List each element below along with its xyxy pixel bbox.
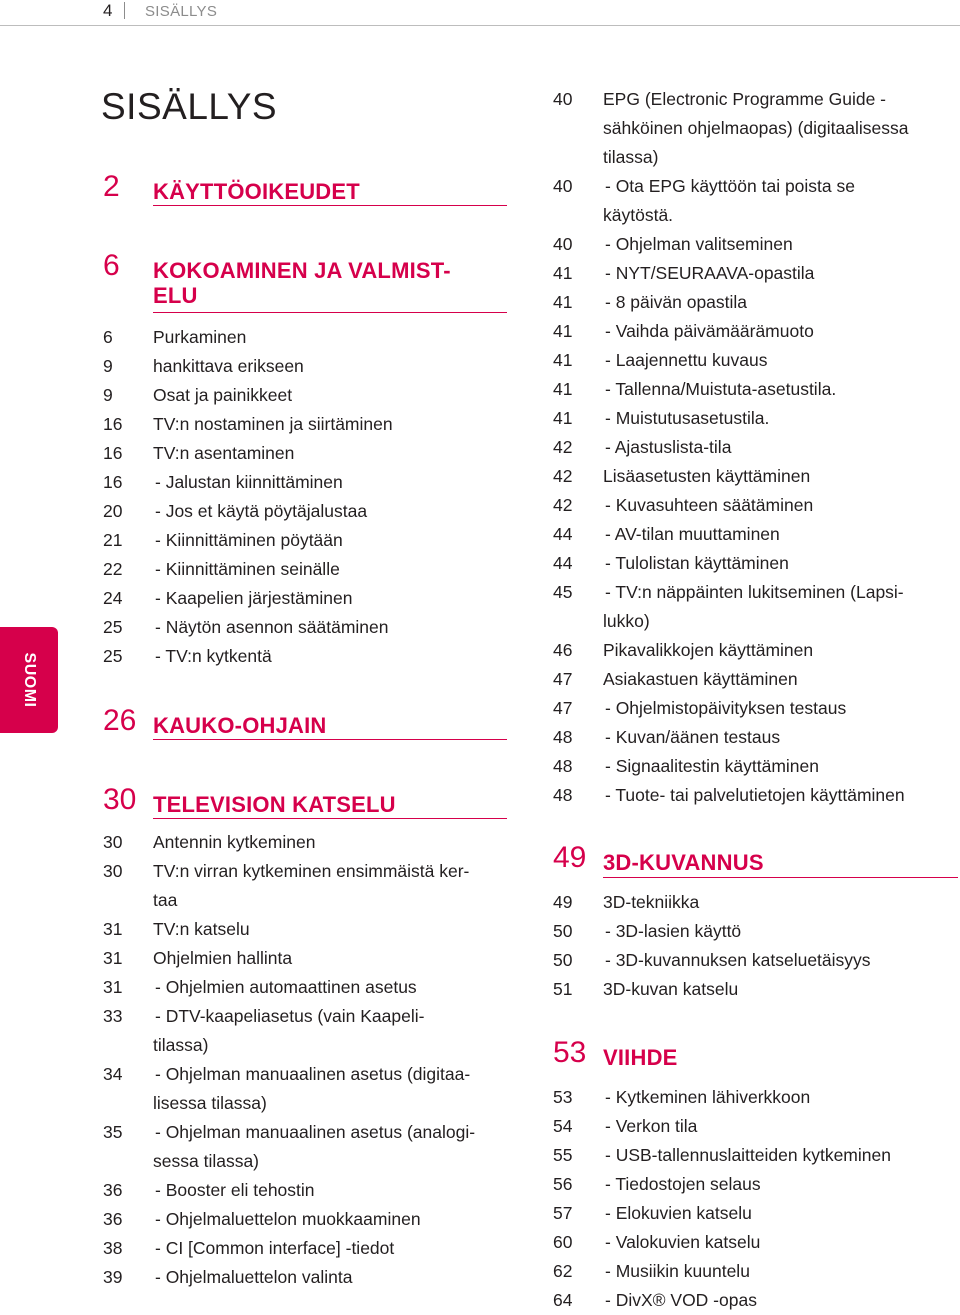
- toc-entry[interactable]: [553, 85, 958, 114]
- entry-text: TV:n nostaminen ja siirtäminen: [153, 414, 393, 434]
- toc-entry[interactable]: [553, 259, 958, 288]
- entry-text: - Ohjelman manuaalinen asetus (digitaa-: [155, 1064, 471, 1084]
- toc-section-viihde[interactable]: [553, 1038, 958, 1074]
- toc-entry[interactable]: [103, 381, 507, 410]
- entry-page-number: 33: [103, 1006, 123, 1026]
- toc-entry[interactable]: [553, 1170, 958, 1199]
- entry-page-number: 31: [103, 948, 123, 968]
- entry-page-number: 16: [103, 443, 123, 463]
- entry-page-number: 31: [103, 977, 123, 997]
- section-rule: [153, 818, 507, 819]
- entry-text: TV:n asentaminen: [153, 443, 295, 463]
- entry-text: - Kaapelien järjestäminen: [155, 588, 353, 608]
- entry-text: - 3D-kuvannuksen katseluetäisyys: [605, 950, 871, 970]
- entry-page-number: 34: [103, 1064, 123, 1084]
- toc-entry[interactable]: [553, 433, 958, 462]
- header-rule: [0, 25, 960, 26]
- entry-text: - Jalustan kiinnittäminen: [155, 472, 343, 492]
- entry-page-number: 41: [553, 321, 573, 341]
- entry-page-number: 64: [553, 1290, 573, 1310]
- toc-section-kauko-ohjain[interactable]: [103, 706, 507, 742]
- section-number: 26: [103, 704, 137, 737]
- entry-page-number: 40: [553, 234, 573, 254]
- entry-page-number: 47: [553, 669, 573, 689]
- toc-entry[interactable]: [103, 613, 507, 642]
- toc-entry[interactable]: [103, 555, 507, 584]
- toc-entry[interactable]: [553, 549, 958, 578]
- entry-page-number: 20: [103, 501, 123, 521]
- entry-page-number: 57: [553, 1203, 573, 1223]
- toc-entry[interactable]: [103, 352, 507, 381]
- entry-page-number: 60: [553, 1232, 573, 1252]
- entry-text: - CI [Common interface] -tiedot: [155, 1238, 395, 1258]
- entry-text: - Kuvan/äänen testaus: [605, 727, 781, 747]
- entry-text: Purkaminen: [153, 327, 247, 347]
- entry-page-number: 51: [553, 979, 573, 999]
- entry-page-number: 9: [103, 385, 113, 405]
- entry-page-number: 42: [553, 495, 573, 515]
- toc-entry[interactable]: [103, 642, 507, 671]
- toc-entry[interactable]: [103, 973, 507, 1002]
- entry-page-number: 21: [103, 530, 123, 550]
- entry-page-number: 36: [103, 1209, 123, 1229]
- entry-text: 3D-kuvan katselu: [603, 979, 739, 999]
- toc-entry[interactable]: [553, 1199, 958, 1228]
- toc-entry[interactable]: [553, 723, 958, 752]
- toc-entry[interactable]: [553, 172, 958, 201]
- entry-text: - Ohjelman manuaalinen asetus (analogi-: [155, 1122, 476, 1142]
- entry-page-number: 42: [553, 466, 573, 486]
- entry-text: Asiakastuen käyttäminen: [603, 669, 798, 689]
- entry-page-number: 41: [553, 350, 573, 370]
- section-number: 49: [553, 841, 587, 874]
- entry-page-number: 42: [553, 437, 573, 457]
- entry-text: - Valokuvien katselu: [605, 1232, 761, 1252]
- toc-entry[interactable]: [553, 1141, 958, 1170]
- entry-text: - Ajastuslista-tila: [605, 437, 732, 457]
- entry-page-number: 35: [103, 1122, 123, 1142]
- entry-page-number: 9: [103, 356, 113, 376]
- toc-entry[interactable]: [103, 1234, 507, 1263]
- toc-entry-continuation: [103, 886, 507, 915]
- entry-page-number: 40: [553, 176, 573, 196]
- section-title: KAUKO-OHJAIN: [153, 713, 327, 738]
- section-title: KÄYTTÖOIKEUDET: [153, 179, 360, 204]
- toc-entry[interactable]: [553, 694, 958, 723]
- section-number: 53: [553, 1036, 587, 1069]
- entry-text: - Musiikin kuuntelu: [605, 1261, 750, 1281]
- header-divider: [124, 2, 125, 19]
- entry-text: Antennin kytkeminen: [153, 832, 316, 852]
- section-number: 2: [103, 170, 120, 203]
- entry-text: - Tallenna/Muistuta-asetustila.: [605, 379, 837, 399]
- entry-page-number: 38: [103, 1238, 123, 1258]
- entry-page-number: 50: [553, 950, 573, 970]
- entry-text: - USB-tallennuslaitteiden kytkeminen: [605, 1145, 891, 1165]
- toc-entry[interactable]: [103, 584, 507, 613]
- entry-page-number: 48: [553, 785, 573, 805]
- entry-page-number: 31: [103, 919, 123, 939]
- page-title: SISÄLLYS: [101, 86, 278, 127]
- toc-entry[interactable]: [103, 526, 507, 555]
- toc-entry[interactable]: [103, 439, 507, 468]
- toc-entry[interactable]: [553, 888, 958, 917]
- toc-entry[interactable]: [103, 323, 507, 352]
- entry-text: - NYT/SEURAAVA-opastila: [605, 263, 815, 283]
- toc-entry[interactable]: [553, 317, 958, 346]
- entry-text: lukko): [603, 611, 650, 631]
- header-page-number: 4: [103, 1, 113, 20]
- entry-text: tilassa): [153, 1035, 209, 1055]
- entry-page-number: 53: [553, 1087, 573, 1107]
- entry-page-number: 41: [553, 263, 573, 283]
- entry-page-number: 50: [553, 921, 573, 941]
- entry-text: - Vaihda päivämäärämuoto: [605, 321, 814, 341]
- entry-text: EPG (Electronic Programme Guide -: [603, 89, 887, 109]
- toc-entry[interactable]: [103, 497, 507, 526]
- entry-text: lisessa tilassa): [153, 1093, 267, 1113]
- section-title-line2: ELU: [153, 283, 198, 308]
- toc-entry[interactable]: [103, 1263, 507, 1292]
- entry-page-number: 39: [103, 1267, 123, 1287]
- entry-page-number: 30: [103, 861, 123, 881]
- entry-text: Ohjelmien hallinta: [153, 948, 293, 968]
- entry-page-number: 41: [553, 292, 573, 312]
- toc-entry[interactable]: [553, 946, 958, 975]
- toc-entry[interactable]: [553, 346, 958, 375]
- entry-text: - DTV-kaapeliasetus (vain Kaapeli-: [155, 1006, 425, 1026]
- toc-entry[interactable]: [553, 578, 958, 607]
- toc-entry[interactable]: [103, 1060, 507, 1089]
- toc-section-kokoaminen[interactable]: [103, 251, 507, 315]
- entry-text: - 8 päivän opastila: [605, 292, 748, 312]
- toc-entry-continuation: [553, 143, 958, 172]
- entry-text: - Ohjelmistopäivityksen testaus: [605, 698, 847, 718]
- entry-text: - Verkon tila: [605, 1116, 698, 1136]
- entry-text: - Laajennettu kuvaus: [605, 350, 768, 370]
- toc-entry[interactable]: [103, 857, 507, 886]
- toc-entry-continuation: [103, 1147, 507, 1176]
- entry-text: sähköinen ohjelmaopas) (digitaalisessa: [603, 118, 909, 138]
- toc-section-television-katselu[interactable]: [103, 785, 507, 821]
- entry-text: - TV:n näppäinten lukitseminen (Lapsi-: [605, 582, 904, 602]
- entry-page-number: 54: [553, 1116, 573, 1136]
- toc-entry[interactable]: [103, 468, 507, 497]
- section-title: TELEVISION KATSELU: [153, 792, 396, 817]
- section-title: VIIHDE: [603, 1045, 678, 1070]
- entry-page-number: 48: [553, 727, 573, 747]
- entry-text: - Kiinnittäminen pöytään: [155, 530, 343, 550]
- entry-page-number: 6: [103, 327, 113, 347]
- entry-text: - Booster eli tehostin: [155, 1180, 315, 1200]
- entry-page-number: 44: [553, 553, 573, 573]
- entry-page-number: 16: [103, 414, 123, 434]
- toc-entry[interactable]: [553, 288, 958, 317]
- section-rule: [153, 312, 507, 313]
- entry-text: TV:n katselu: [153, 919, 250, 939]
- toc-entry[interactable]: [103, 828, 507, 857]
- toc-entry[interactable]: [553, 491, 958, 520]
- entry-text: - DivX® VOD -opas: [605, 1290, 757, 1310]
- toc-entry[interactable]: [553, 917, 958, 946]
- entry-page-number: 45: [553, 582, 573, 602]
- entry-text: TV:n virran kytkeminen ensimmäistä ker-: [153, 861, 470, 881]
- entry-page-number: 16: [103, 472, 123, 492]
- section-rule: [153, 739, 507, 740]
- entry-text: - AV-tilan muuttaminen: [605, 524, 780, 544]
- entry-text: - Ohjelmaluettelon muokkaaminen: [155, 1209, 421, 1229]
- entry-page-number: 25: [103, 646, 123, 666]
- entry-page-number: 30: [103, 832, 123, 852]
- entry-text: taa: [153, 890, 178, 910]
- entry-text: - Tulolistan käyttäminen: [605, 553, 789, 573]
- entry-text: - Muistutusasetustila.: [605, 408, 770, 428]
- toc-entry[interactable]: [553, 975, 958, 1004]
- toc-entry[interactable]: [553, 636, 958, 665]
- entry-page-number: 46: [553, 640, 573, 660]
- toc-entry[interactable]: [553, 230, 958, 259]
- toc-entry[interactable]: [103, 944, 507, 973]
- toc-entry[interactable]: [553, 520, 958, 549]
- header-title: SISÄLLYS: [145, 3, 218, 20]
- toc-entry[interactable]: [103, 1176, 507, 1205]
- entry-text: - Ohjelman valitseminen: [605, 234, 793, 254]
- toc-entry[interactable]: [553, 1257, 958, 1286]
- entry-text: - 3D-lasien käyttö: [605, 921, 742, 941]
- entry-text: käytöstä.: [603, 205, 674, 225]
- toc-entry[interactable]: [553, 375, 958, 404]
- entry-page-number: 25: [103, 617, 123, 637]
- entry-page-number: 44: [553, 524, 573, 544]
- toc-section-kayttooikeudet[interactable]: [103, 172, 507, 208]
- section-number: 30: [103, 783, 137, 816]
- toc-entry[interactable]: [103, 1118, 507, 1147]
- toc-entry-continuation: [103, 1089, 507, 1118]
- entry-page-number: 55: [553, 1145, 573, 1165]
- entry-page-number: 48: [553, 756, 573, 776]
- toc-entry[interactable]: [553, 1112, 958, 1141]
- running-header: [0, 0, 960, 26]
- entry-text: Osat ja painikkeet: [153, 385, 293, 405]
- entry-text: 3D-tekniikka: [603, 892, 700, 912]
- toc-entry[interactable]: [553, 781, 958, 810]
- toc-entry[interactable]: [553, 665, 958, 694]
- toc-entry[interactable]: [553, 1083, 958, 1112]
- toc-entry[interactable]: [553, 752, 958, 781]
- toc-section-3d-kuvannus[interactable]: [553, 843, 958, 879]
- entry-page-number: 40: [553, 89, 573, 109]
- entry-page-number: 62: [553, 1261, 573, 1281]
- section-rule: [603, 877, 958, 878]
- toc-entry-continuation: [553, 607, 958, 636]
- language-side-tab: [0, 627, 58, 733]
- entry-page-number: 24: [103, 588, 123, 608]
- entry-text: - Ohjelmien automaattinen asetus: [155, 977, 417, 997]
- toc-entry[interactable]: [553, 404, 958, 433]
- toc-entry[interactable]: [553, 1228, 958, 1257]
- entry-page-number: 22: [103, 559, 123, 579]
- entry-text: sessa tilassa): [153, 1151, 260, 1171]
- toc-entry[interactable]: [553, 462, 958, 491]
- entry-text: - Ota EPG käyttöön tai poista se: [605, 176, 855, 196]
- entry-page-number: 41: [553, 408, 573, 428]
- toc-entry[interactable]: [103, 1002, 507, 1031]
- entry-text: - Näytön asennon säätäminen: [155, 617, 389, 637]
- section-rule: [153, 205, 507, 206]
- entry-text: Lisäasetusten käyttäminen: [603, 466, 811, 486]
- entry-text: - Elokuvien katselu: [605, 1203, 752, 1223]
- toc-entry[interactable]: [103, 410, 507, 439]
- entry-text: - Kiinnittäminen seinälle: [155, 559, 340, 579]
- toc-entry-continuation: [553, 201, 958, 230]
- section-title-line1: KOKOAMINEN JA VALMIST-: [153, 258, 451, 283]
- entry-text: - Tuote- tai palvelutietojen käyttäminen: [605, 785, 905, 805]
- toc-entry[interactable]: [553, 1286, 958, 1315]
- entry-page-number: 41: [553, 379, 573, 399]
- entry-text: - Kytkeminen lähiverkkoon: [605, 1087, 811, 1107]
- entry-text: - Tiedostojen selaus: [605, 1174, 761, 1194]
- toc-entry[interactable]: [103, 1205, 507, 1234]
- entry-page-number: 49: [553, 892, 573, 912]
- toc-entry-continuation: [103, 1031, 507, 1060]
- entry-text: - Jos et käytä pöytäjalustaa: [155, 501, 368, 521]
- entry-page-number: 47: [553, 698, 573, 718]
- entry-text: - Ohjelmaluettelon valinta: [155, 1267, 353, 1287]
- entry-text: Pikavalikkojen käyttäminen: [603, 640, 814, 660]
- entry-text: - TV:n kytkentä: [155, 646, 272, 666]
- entry-text: tilassa): [603, 147, 659, 167]
- toc-entry-continuation: [553, 114, 958, 143]
- toc-entry[interactable]: [103, 915, 507, 944]
- entry-text: hankittava erikseen: [153, 356, 304, 376]
- entry-text: - Kuvasuhteen säätäminen: [605, 495, 814, 515]
- side-tab-label: SUOMI: [21, 652, 38, 708]
- entry-text: - Signaalitestin käyttäminen: [605, 756, 819, 776]
- entry-page-number: 56: [553, 1174, 573, 1194]
- entry-page-number: 36: [103, 1180, 123, 1200]
- section-number: 6: [103, 249, 120, 282]
- section-title: 3D-KUVANNUS: [603, 850, 764, 875]
